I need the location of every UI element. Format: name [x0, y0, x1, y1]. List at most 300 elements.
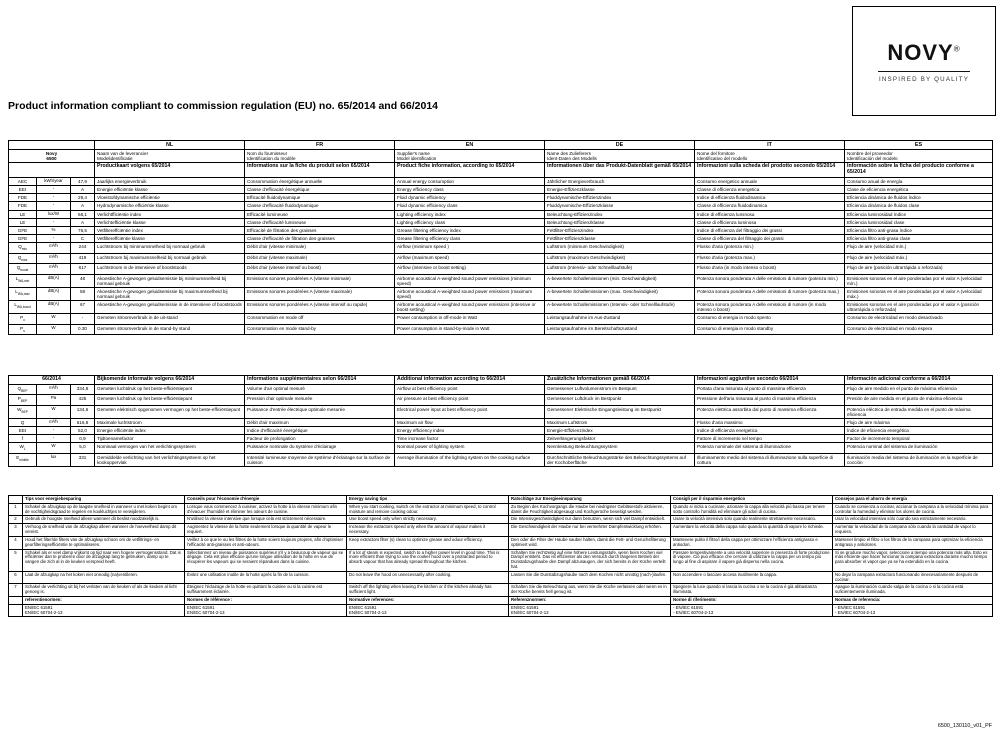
blank-cell — [9, 163, 95, 178]
section-header-66 — [9, 376, 993, 385]
row-unit: dB(A) — [37, 301, 71, 314]
tip-text-fr: N'utilisez la vitesse intensive que lorsque cela est strictement nécessaire. — [185, 516, 347, 524]
tip-row — [9, 503, 993, 516]
row-text-it: Fattore di incremento nel tempo — [695, 435, 845, 443]
lang-header-nl: NL — [95, 141, 245, 150]
row-text-de: Luftstrom (minimum Geschwindigkeit) — [545, 243, 695, 253]
row-text-en: Fluid dynamic efficiency — [395, 194, 545, 202]
section-header-fr: Informations sur la fiche du produit selon 65/2014 — [245, 163, 395, 178]
table-row — [9, 287, 993, 300]
row-text-en: Power consumption in off-mode in Watt — [395, 314, 545, 324]
row-text-nl: Jaarlijks energieverbruik — [95, 177, 245, 185]
row-text-it: Indice di efficienza luminosa — [695, 210, 845, 218]
row-unit: - — [37, 427, 71, 435]
row-text-it: Indice di efficienza fluidodinamica — [695, 194, 845, 202]
row-value: 76,5 — [71, 226, 95, 234]
row-symbol: $E_{middle}$ — [9, 453, 37, 466]
table-row — [9, 301, 993, 314]
tip-number: 5 — [9, 549, 23, 571]
row-value: 334,8 — [71, 384, 95, 394]
row-text-es: Flujo de aire medido en el punto de máxima eficiencia — [845, 384, 993, 394]
row-text-nl: Vetfiltereffciëntie index — [95, 226, 245, 234]
row-text-fr: Indice d'efficacité énergétique — [245, 427, 395, 435]
table-row — [9, 186, 993, 194]
page-title: Product information compliant to commission regulation (EU) no. 65/2014 and 66/2014 — [8, 100, 439, 112]
section-header-it: Informazioni aggiuntive secondo 66/2014 — [695, 376, 845, 385]
row-text-de: Beleuchtung-Effizienzindex — [545, 210, 695, 218]
reference-label-row — [9, 597, 993, 605]
tip-text-fr: Lorsque vous commencez à cuisiner, activez la hotte à la vitesse minimum afin d'évacuer l'humidité et éliminer les odeurs de cuisine. — [185, 503, 347, 516]
row-text-en: Maximum air flow — [395, 419, 545, 427]
row-text-en: Energy efficiency index — [395, 427, 545, 435]
document-reference: 6500_130110_v01_PF — [937, 723, 992, 729]
supplier-row — [9, 150, 993, 163]
tip-text-en: If a lot of steam is expected, switch to a higher power level in good time. This is more efficient than trying to use the cooker hood over a protracted period to absorb vapour that has already spread throughout the kitchen. — [347, 549, 509, 571]
row-symbol: $P_{BEP}$ — [9, 395, 37, 405]
row-text-fr: Débit d'air (vitesse intensif ou boost) — [245, 264, 395, 274]
tip-text-en: Use boost speed only when strictly necessary. — [347, 516, 509, 524]
row-text-it: Consumo di energia in modo spento — [695, 314, 845, 324]
row-text-fr: Efficacité fluidodynamique — [245, 194, 395, 202]
table-row — [9, 384, 993, 394]
row-unit: - — [37, 234, 71, 242]
row-text-es: Consumo de electricidad en modo espera — [845, 324, 993, 334]
table-row — [9, 395, 993, 405]
logo-divider — [878, 71, 970, 72]
row-text-de: Beleuchtung-Effizienzklasse — [545, 218, 695, 226]
row-text-es: Flujo de aire (velocidad mín.) — [845, 243, 993, 253]
table-row — [9, 427, 993, 435]
tip-text-de: Schalten Sie die Beleuchtung aus, wenn Sie die Küche verlassen oder wenn es in der Küche bereits hell genug ist. — [509, 584, 671, 597]
lang-header-es: ES — [845, 141, 993, 150]
row-text-es: Consumo de electricidad en modo desactivado — [845, 314, 993, 324]
reference-value-en: EN/IEC 61591 EN/IEC 60704-2-13 — [347, 604, 509, 617]
row-text-it: Classe di efficienza fluidodinamica — [695, 202, 845, 210]
section-header-fr: Informations supplémentaires selon 66/2014 — [245, 376, 395, 385]
section-header-es: Información sobre la ficha del producto conforme a 65/2014 — [845, 163, 993, 178]
tip-number: 7 — [9, 584, 23, 597]
tip-text-en: Keep extractors filter (s) clean to optimize grease and odour efficiency. — [347, 536, 509, 549]
row-text-en: Lighting efficiency index — [395, 210, 545, 218]
row-value: 616,8 — [71, 419, 95, 427]
row-value: - — [71, 314, 95, 324]
tip-text-en: Increase the extractors speed only when the amount of vapour makes it necessary. — [347, 524, 509, 537]
table-row — [9, 264, 993, 274]
row-text-de: Energie-Effizienzklasse — [545, 186, 695, 194]
tip-number: 6 — [9, 571, 23, 584]
row-text-de: Leistungsaufnahme im Bereitschaftszustand — [545, 324, 695, 334]
row-symbol: Q — [9, 419, 37, 427]
row-text-it: Illuminamento medio del sistema di illuminazione sulla superficie di cottura — [695, 453, 845, 466]
tips-header-en: Energy saving tips — [347, 496, 509, 504]
row-text-en: Average illumination of the lighting system on the cooking surface — [395, 453, 545, 466]
row-text-it: Flusso d'aria massimo — [695, 419, 845, 427]
table-row — [9, 453, 993, 466]
row-text-it: Classe di efficienza luminosa — [695, 218, 845, 226]
tip-text-es: Usar la velocidad intensiva sólo cuando sea estrictamente necesario. — [833, 516, 993, 524]
brand-name: NOVY® — [887, 39, 961, 65]
row-unit: m³/h — [37, 419, 71, 427]
row-text-it: Potenza sonora ponderata A delle emissioni di rumore (potenza max.) — [695, 287, 845, 300]
row-text-en: Airborne acoustical A-weighted sound power emissions (intensive or boost setting) — [395, 301, 545, 314]
row-text-en: Nominal power of lighting system — [395, 443, 545, 453]
table-row — [9, 314, 993, 324]
row-text-de: Maximum Luftstrom — [545, 419, 695, 427]
row-value: A — [71, 218, 95, 226]
tip-text-nl: Gebruik de hoogste snelheid alleen wanneer dit beslist noodzakelijk is. — [23, 516, 185, 524]
row-text-it: Classe di efficienza del filtraggio dei grassi — [695, 234, 845, 242]
row-value: 66,1 — [71, 210, 95, 218]
tip-text-nl: Schakel de afzuigkap op de laagste snelheid in wanneer u met koken begint om de vochtigheidsgraad te regelen en kookluchtjes te verwijderen. — [23, 503, 185, 516]
row-text-fr: Puissance nominale du système d'éclairage — [245, 443, 395, 453]
row-text-de: Gemessener Luftdruck im Bestpunkt — [545, 395, 695, 405]
row-value: 0.30 — [71, 324, 95, 334]
lang-header-it: IT — [695, 141, 845, 150]
section-header-nl: Productkaart volgens 65/2014 — [95, 163, 245, 178]
row-unit: % — [37, 226, 71, 234]
row-value: 67 — [71, 301, 95, 314]
row-text-de: A-bewertete Schallemissionen (max. Geschwindigkeit) — [545, 287, 695, 300]
row-text-it: Flusso d'aria (potenza max.) — [695, 253, 845, 263]
table-row — [9, 226, 993, 234]
row-text-es: Potencia nominal del sistema de iluminación — [845, 443, 993, 453]
row-text-it: Consumo di energia in modo standby — [695, 324, 845, 334]
row-unit: W — [37, 405, 71, 418]
row-text-fr: Classe d'efficacité énergétique — [245, 186, 395, 194]
row-value: 52,0 — [71, 427, 95, 435]
row-text-nl: Gemeten elektrisch opgenomen vermogen op het beste-efficiëntiepunt — [95, 405, 245, 418]
row-text-it: Pressione dell'aria misurata al punto di massima efficienza — [695, 395, 845, 405]
row-text-fr: Puissance d'entrée électrique optimale mesurée — [245, 405, 395, 418]
row-text-es: Emisiones sonoras en el aire ponderadas por el valor A (velocidad máx.) — [845, 287, 993, 300]
row-symbol: LE — [9, 218, 37, 226]
row-value: 134,6 — [71, 405, 95, 418]
row-value: 48 — [71, 274, 95, 287]
tip-text-de: Zu Beginn des Kochvorgangs die Haube bei niedrigster Gebläsestufe aktivieren, damit die Feuchtigkeit abgesaugt und Kochgerüche beseitigt werden. — [509, 503, 671, 516]
tip-text-fr: Éteignez l'éclairage de la hotte en quittant la cuisine ou si la cuisine est suffisamment éclairée. — [185, 584, 347, 597]
reference-value-nl: EN/IEC 61591 EN/IEC 60704-2-13 — [23, 604, 185, 617]
reference-label-es: Normas de referencia: — [833, 597, 993, 605]
row-text-fr: Consommation énergétique annuelle — [245, 177, 395, 185]
row-value: 617 — [71, 264, 95, 274]
tip-text-nl: Laat de afzuigkap na het koken niet onnodig (na)ventileren. — [23, 571, 185, 584]
row-symbol: GFE — [9, 234, 37, 242]
brand-logo-box — [852, 6, 996, 116]
row-text-it: Potenza nominale del sistema di illuminazione — [695, 443, 845, 453]
row-symbol: $P_o$ — [9, 314, 37, 324]
row-unit: m³/h — [37, 243, 71, 253]
row-text-fr: Emissions sonores pondérées A (vitesse minimale) — [245, 274, 395, 287]
row-unit: - — [37, 218, 71, 226]
row-symbol: $Q_{min}$ — [9, 243, 37, 253]
row-text-es: Flujo de aire (velocidad máx.) — [845, 253, 993, 263]
row-text-en: Airborne acoustical A-weighted sound power emissions (minimum speed) — [395, 274, 545, 287]
tip-text-en: When you start cooking, switch on the extractor at minimum speed, to control moisture and remove cooking odour. — [347, 503, 509, 516]
tip-text-it: Non accendere o lasciare accesa inutilmente la cappa. — [671, 571, 833, 584]
table-row — [9, 194, 993, 202]
row-text-it: Consumo energetico annuale — [695, 177, 845, 185]
supplier-label-en: Supplier's name Model identification — [395, 150, 545, 163]
row-text-it: Potenza sonora ponderata A delle emissioni di rumore (potenza min.) — [695, 274, 845, 287]
tips-header-row — [9, 496, 993, 504]
supplier-brand-model: Novy 6500 — [9, 150, 95, 163]
tip-text-es: Cuando se comienza a cocinar, accionar la campana a la velocidad mínima para controlar la humedad y eliminar los olores de cocina. — [833, 503, 993, 516]
row-value: 0,9 — [71, 435, 95, 443]
lang-header-en: EN — [395, 141, 545, 150]
row-text-nl: Gemeten luchtdruk op het beste-efficiëntiepunt — [95, 395, 245, 405]
tip-number: 3 — [9, 524, 23, 537]
blank-cell — [9, 496, 23, 504]
row-text-es: Clase de eficiencia energética — [845, 186, 993, 194]
row-text-fr: Classe d'efficacité lumineuse — [245, 218, 395, 226]
row-value: C — [71, 234, 95, 242]
section-header-nl: Bijkomende informatie volgens 66/2014 — [95, 376, 245, 385]
row-text-es: Presión de aire medida en el punto de máxima eficiencia — [845, 395, 993, 405]
row-text-de: Durchschnittliche Beleuchtungsstärke des Beleuchtungssystems auf der Kochoberfläche — [545, 453, 695, 466]
table-row — [9, 177, 993, 185]
row-text-nl: Akoestische A-gewogen geluidsemissie in de intensieve of booststoods — [95, 301, 245, 314]
row-text-it: Potenza elettrica assorbita dal punto di massima efficienza — [695, 405, 845, 418]
tip-row — [9, 549, 993, 571]
tip-text-fr: Évitez une utilisation inutile de la hotte après la fin de la cuisson. — [185, 571, 347, 584]
row-text-de: Luftstrom (Intensiv- oder Schnelllaufstufe) — [545, 264, 695, 274]
tip-text-de: Die Intensivgeschwindigkeit nur dann benutzen, wenn sich viel Dampf entwickelt. — [509, 516, 671, 524]
section-header-en: Additional information according to 66/2014 — [395, 376, 545, 385]
row-text-en: Grease filtering efficiency class — [395, 234, 545, 242]
row-value: A — [71, 202, 95, 210]
table-row — [9, 202, 993, 210]
row-text-fr: Débit d'air maximum — [245, 419, 395, 427]
blank-cell — [9, 141, 95, 150]
supplier-label-it: Nome del fornitore Identificativo del modello — [695, 150, 845, 163]
row-text-fr: Débit d'air (vitesse minimale) — [245, 243, 395, 253]
tips-header-nl: Tips voor energiebesparing — [23, 496, 185, 504]
row-unit: W — [37, 314, 71, 324]
row-unit: - — [37, 435, 71, 443]
reference-label-it: Norme di riferimento: — [671, 597, 833, 605]
row-text-fr: Consommation en mode stand-by — [245, 324, 395, 334]
tip-number: 2 — [9, 516, 23, 524]
row-text-nl: Verlichtefficiëntie klasse — [95, 218, 245, 226]
row-unit: - — [37, 202, 71, 210]
row-unit: m³/h — [37, 253, 71, 263]
row-text-de: Fettfilter-Effizienzklasse — [545, 234, 695, 242]
row-text-de: Nennleistung Beleuchtungssystem — [545, 443, 695, 453]
row-symbol: $L_{WA,boost}$ — [9, 301, 37, 314]
tip-text-de: Schalten Sie rechtzeitig auf eine höhere Leistungsstufe, wenn beim Kochen viel Dampf entsteht. Das ist effizienter als den Versuch durch längeren Betrieb der Dunstabzugshaube den Dampf abzusaugen, der sich bereits in der Küche verteilt hat. — [509, 549, 671, 571]
row-symbol: $L_{WA,min}$ — [9, 274, 37, 287]
row-symbol: FDE — [9, 194, 37, 202]
row-unit: - — [37, 194, 71, 202]
row-symbol: $W_{BEP}$ — [9, 405, 37, 418]
row-text-en: Lighting efficiency class — [395, 218, 545, 226]
row-text-de: Jährlicher Energieverbrauch — [545, 177, 695, 185]
reference-label-de: Referenznormen: — [509, 597, 671, 605]
row-symbol: $Q_{BEP}$ — [9, 384, 37, 394]
reference-label-nl: referentienormen: — [23, 597, 185, 605]
table-row — [9, 253, 993, 263]
tip-text-nl: Houd het filter/de filters van de afzuigkap schoon om de vetfiltrings- en geurfilteringsefficiëntie te optimaliseren. — [23, 536, 185, 549]
tip-row — [9, 536, 993, 549]
row-text-es: Eficiencia dinámica de fluidos índice — [845, 194, 993, 202]
row-text-es: Eficiencia filtro anti-grasa clase — [845, 234, 993, 242]
supplier-label-de: Name des Zulieferers Ident-Daten des Modells — [545, 150, 695, 163]
tip-row — [9, 584, 993, 597]
reference-label-en: Normative references: — [347, 597, 509, 605]
supplier-label-nl: Naam van de leverancier Modelidentificatie — [95, 150, 245, 163]
row-text-de: A-bewertete Schallemissionen (Intensiv- oder Schnelllaufstufe) — [545, 301, 695, 314]
tips-header-fr: Conseils pour l'économie d'énergie — [185, 496, 347, 504]
table-energy-tips — [8, 495, 993, 617]
row-value: 419 — [71, 253, 95, 263]
blank-cell — [9, 597, 23, 605]
tips-header-de: Ratschläge zur Energieeinsparung — [509, 496, 671, 504]
row-text-fr: Consommation en mode off — [245, 314, 395, 324]
row-text-nl: Vloeistofdynamische efficiëntie — [95, 194, 245, 202]
tip-text-fr: Veillez à ce que le ou les filtres de la hotte soient toujours propres, afin d'optimiser l'efficacité anti-graisses et anti-odeurs. — [185, 536, 347, 549]
section-header-en: Product fiche information, according to 65/2014 — [395, 163, 545, 178]
row-symbol: $P_s$ — [9, 324, 37, 334]
tip-text-it: Spegnere la luce quando si lascia la cucina o se la cucina è già abbastanza illuminata. — [671, 584, 833, 597]
tip-text-nl: Verhoog de snelheid van de afzuigkap alleen wanneer de hoeveelheid damp dit vereist. — [23, 524, 185, 537]
table-row — [9, 218, 993, 226]
row-text-it: Classe di efficienza energetica — [695, 186, 845, 194]
row-text-en: Airborne acoustical A-weighted sound power emissions (maximum speed) — [395, 287, 545, 300]
tip-text-de: Die Geschwindigkeit der Haube nur bei vermehrter Dampfentwicklung erhöhen. — [509, 524, 671, 537]
row-unit: lux/W — [37, 210, 71, 218]
row-text-nl: Luchtstroom in de intensieve of booststoods — [95, 264, 245, 274]
row-text-nl: Gemeten luchtdruk op het beste-efficiëntiepunt — [95, 384, 245, 394]
row-text-fr: Classe d'efficacité de filtration des graisses — [245, 234, 395, 242]
row-text-de: Energie-Effizienzindex — [545, 427, 695, 435]
row-text-es: Consumo anual de energía — [845, 177, 993, 185]
row-text-en: Air pressure at best efficiency point — [395, 395, 545, 405]
row-text-nl: Luchtstroom bij maximumsnelheid bij normaal gebruik — [95, 253, 245, 263]
row-unit: lux — [37, 453, 71, 466]
row-unit: - — [37, 186, 71, 194]
row-text-es: Eficiencia luminosidad índice — [845, 210, 993, 218]
row-symbol: f — [9, 435, 37, 443]
tip-text-en: Switch off the lighting when leaving the kitchen or if the kitchen already has sufficient light. — [347, 584, 509, 597]
row-unit: dB(A) — [37, 287, 71, 300]
row-text-es: Emisiones sonoras en el aire ponderadas por el valor A (posición ultrarrápida o reforzada) — [845, 301, 993, 314]
table-66-2014 — [8, 375, 993, 467]
row-text-es: Eficiencia dinámica de fluidos clase — [845, 202, 993, 210]
tip-text-it: Quando si inizia a cucinare, azionare la cappa alla velocità più bassa per tenere sotto controllo l'umidità ed eliminare gli odori di cucina. — [671, 503, 833, 516]
row-text-it: Flusso d'aria (potenza min.) — [695, 243, 845, 253]
regulation-ref: 66/2014 — [9, 376, 95, 385]
row-symbol: $L_{WA,max}$ — [9, 287, 37, 300]
tip-text-it: Passare tempestivamente a una velocità superiore in presenza di forte produzione di vapore. Ciò può efficace che cercare di utilizzare la cappa per un tempo più lungo al fine di aspirare il vapore già disperso nella cucina. — [671, 549, 833, 571]
tip-text-es: Mantener limpio el filtro o los filtros de la campana para optimizar la eficiencia antigrasa y antiolores. — [833, 536, 993, 549]
tip-number: 1 — [9, 503, 23, 516]
row-value: 425 — [71, 395, 95, 405]
supplier-label-es: Nombre del proveedor Identificación del modelo — [845, 150, 993, 163]
tip-text-es: Si se produce mucho vapor, seleccione a tiempo una potencia más alta. Esto es más eficiente que hacer funcionar la campana extractora durante mucho tiempo para absorber el vapor que ya se ha extendido en la cocina. — [833, 549, 993, 571]
row-text-fr: Classe d'efficacité fluidodynamique — [245, 202, 395, 210]
tip-text-en: Do not leave the hood on unnecessarily after cooking. — [347, 571, 509, 584]
row-symbol: AEC — [9, 177, 37, 185]
reference-value-es: - EN/IEC 61591 - EN/IEC 60704-2-13 — [833, 604, 993, 617]
table-row — [9, 210, 993, 218]
row-text-nl: Maximale luchtstroom — [95, 419, 245, 427]
reference-value-fr: EN/IEC 61591 EN/IEC 60704-2-13 — [185, 604, 347, 617]
tips-header-it: Consigli per il risparmio energetico — [671, 496, 833, 504]
row-text-it: Indice di efficienza del filtraggio dei grassi — [695, 226, 845, 234]
row-text-nl: Energie efficiëntie klasse — [95, 186, 245, 194]
row-text-it: Indice di efficienza energetica — [695, 427, 845, 435]
row-unit: W — [37, 443, 71, 453]
tip-text-it: Aumentare la velocità della cappa solo quando la quantità di vapore lo richiede. — [671, 524, 833, 537]
section-header-de: Informationen über das Produkt-Datenblatt gemäß 65/2014 — [545, 163, 695, 178]
row-unit: kWh/year — [37, 177, 71, 185]
row-text-fr: Emissions sonores pondérées A (vitesse maximale) — [245, 287, 395, 300]
blank-cell — [9, 604, 23, 617]
row-text-fr: Facteur de prolongation — [245, 435, 395, 443]
row-value: 331 — [71, 453, 95, 466]
tip-text-es: No dejar la campana extractora funcionando innecesariamente después de cocinar. — [833, 571, 993, 584]
row-text-nl: Nominaal vermogen van het verlichtingssysteem — [95, 443, 245, 453]
row-text-es: Flujo de aire máxima — [845, 419, 993, 427]
tip-row — [9, 516, 993, 524]
row-text-fr: Efficacité lumineuse — [245, 210, 395, 218]
row-symbol: LE — [9, 210, 37, 218]
reference-label-fr: Normes de référence : — [185, 597, 347, 605]
row-text-de: Leistungsaufnahme im Aus-Zustand — [545, 314, 695, 324]
row-text-nl: Gemiddelde verlichting van het verlichtingssysteem op het kookoppervlak — [95, 453, 245, 466]
table-row — [9, 234, 993, 242]
row-value: 58 — [71, 287, 95, 300]
tip-number: 4 — [9, 536, 23, 549]
row-text-it: Flusso d'aria (in modo intenso o boost) — [695, 264, 845, 274]
section-header-de: Zusätzliche Informationen gemäß 66/2014 — [545, 376, 695, 385]
row-text-nl: Tijdtoenamefactor — [95, 435, 245, 443]
tip-text-fr: Sélectionnez un niveau de puissance supérieur s'il y a beaucoup de vapeur qui se dégage. Cela est plus efficace qu'une longue utilisation de la hotte en vue de récupérer les vapeurs qui se seraient répandues dans la cuisine. — [185, 549, 347, 571]
supplier-label-fr: Nom du fournisseur Identification du modèle — [245, 150, 395, 163]
row-text-fr: Volume d'air optimal mesuré — [245, 384, 395, 394]
row-value: 244 — [71, 243, 95, 253]
row-value: 5,0 — [71, 443, 95, 453]
row-value: 47,9 — [71, 177, 95, 185]
row-symbol: EEI — [9, 427, 37, 435]
row-text-fr: Pression d'air optimale mesurée — [245, 395, 395, 405]
row-text-es: Índice de eficiencia energética — [845, 427, 993, 435]
row-text-en: Grease filtering efficiency index — [395, 226, 545, 234]
row-unit: m³/h — [37, 264, 71, 274]
row-symbol: $W_L$ — [9, 443, 37, 453]
row-text-fr: Emissions sonores pondérées A (vitesse intensif ou rapide) — [245, 301, 395, 314]
section-header-es: Información adicional conforme a 66/2014 — [845, 376, 993, 385]
row-unit: W — [37, 324, 71, 334]
row-symbol: $Q_{max}$ — [9, 253, 37, 263]
row-text-de: A-bewertete Schallemissionen (min. Geschwindigkeit) — [545, 274, 695, 287]
row-text-fr: Débit d'air (vitesse maximale) — [245, 253, 395, 263]
row-text-en: Electrical power input at best efficiency point — [395, 405, 545, 418]
row-text-de: Fluiddynamische-Effizienzindex — [545, 194, 695, 202]
row-text-nl: Verlichtfficiëntie index — [95, 210, 245, 218]
tip-text-it: Usare la velocità intensiva solo quando realmente strettamente necessario. — [671, 516, 833, 524]
row-unit: dB(A) — [37, 274, 71, 287]
table-row — [9, 274, 993, 287]
table-row — [9, 435, 993, 443]
row-text-nl: Hydrodynamische efficiëntie klasse — [95, 202, 245, 210]
section-header-it: Informazioni sulla scheda del prodotto secondo 65/2014 — [695, 163, 845, 178]
row-text-es: Potencia eléctrica de entrada medida en el punto de máxima eficiencia — [845, 405, 993, 418]
row-symbol: EEI — [9, 186, 37, 194]
row-text-it: Portata d'aria misurata al punto di massima efficienza — [695, 384, 845, 394]
table-row — [9, 419, 993, 427]
row-text-it: Potenza sonora ponderata A delle emissioni di rumore (in modo intenso o boost) — [695, 301, 845, 314]
